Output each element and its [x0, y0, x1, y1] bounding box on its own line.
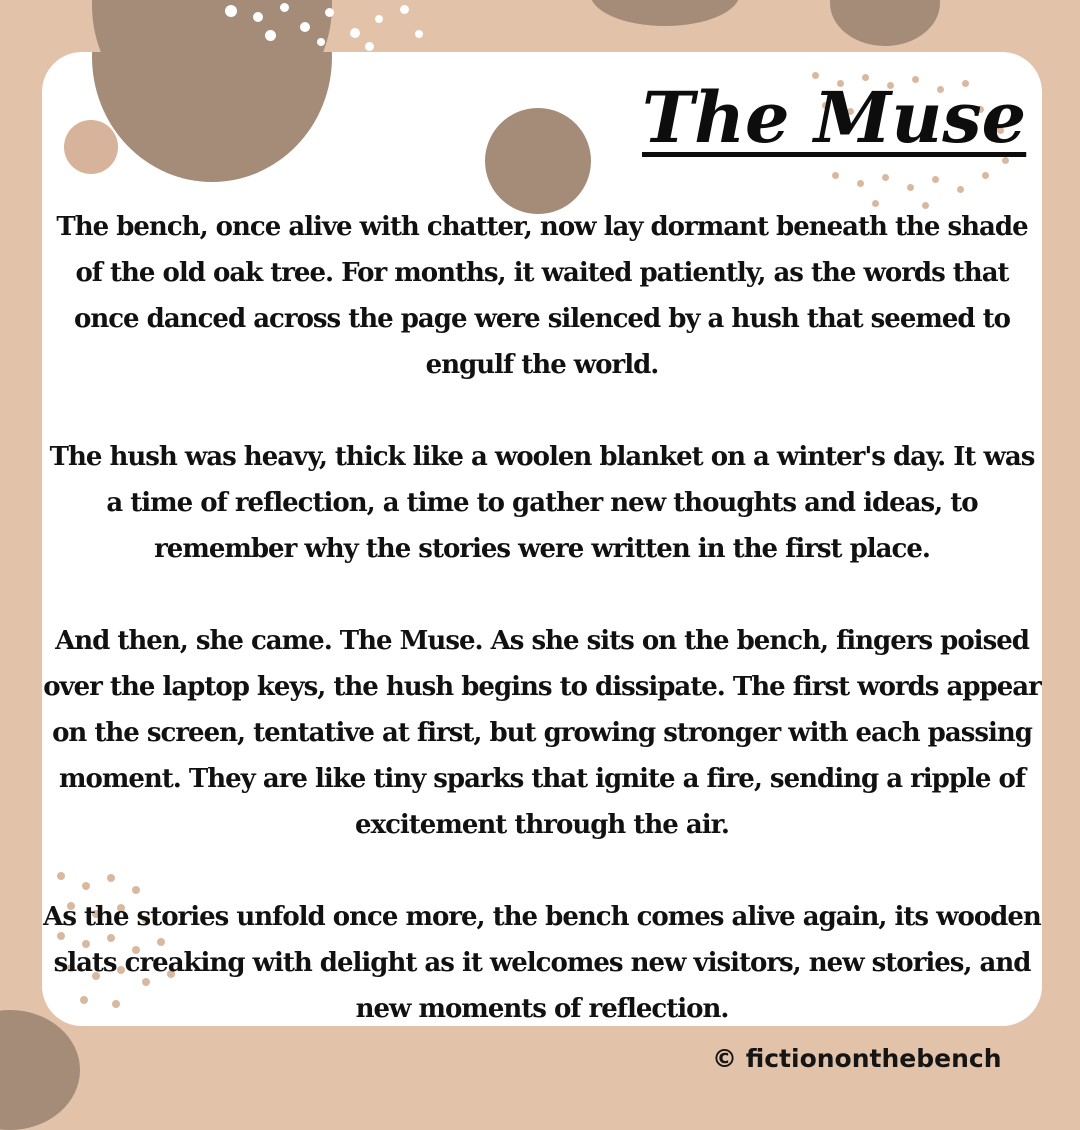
copyright-handle: © fictiononthebench [712, 1044, 1002, 1073]
paragraph-4: As the stories unfold once more, the bench comes alive again, its wooden slats creaking with delight as it welcomes new visitors, new stories, and new moments of reflection. [43, 902, 1041, 1024]
blob-top-right [830, 0, 940, 46]
paragraph-2: The hush was heavy, thick like a woolen blanket on a winter's day. It was a time of reflection, a time to gather new thoughts and ideas, to remember why the stories were written in the first place. [49, 442, 1035, 564]
blob-bottom-left [0, 1010, 80, 1130]
blob-card-corner [92, 52, 332, 182]
paragraph-1: The bench, once alive with chatter, now lay dormant beneath the shade of the old oak tree. For months, it waited patiently, as the words that once danced across the page were silenced by a hush that seemed to engulf the world. [56, 212, 1028, 380]
content-card [42, 52, 1042, 1026]
blob-card-small [64, 120, 118, 174]
story-text [42, 204, 1042, 1026]
blob-top-center [590, 0, 740, 26]
paragraph-3: And then, she came. The Muse. As she sits on the bench, fingers poised over the laptop keys, the hush begins to dissipate. The first words appear on the screen, tentative at first, but growing stronger with each passing moment. They are like tiny sparks that ignite a fire, sending a ripple of excitement through the air. [43, 626, 1041, 840]
post-title: The Muse [642, 76, 1027, 159]
blob-card-center [485, 108, 591, 214]
